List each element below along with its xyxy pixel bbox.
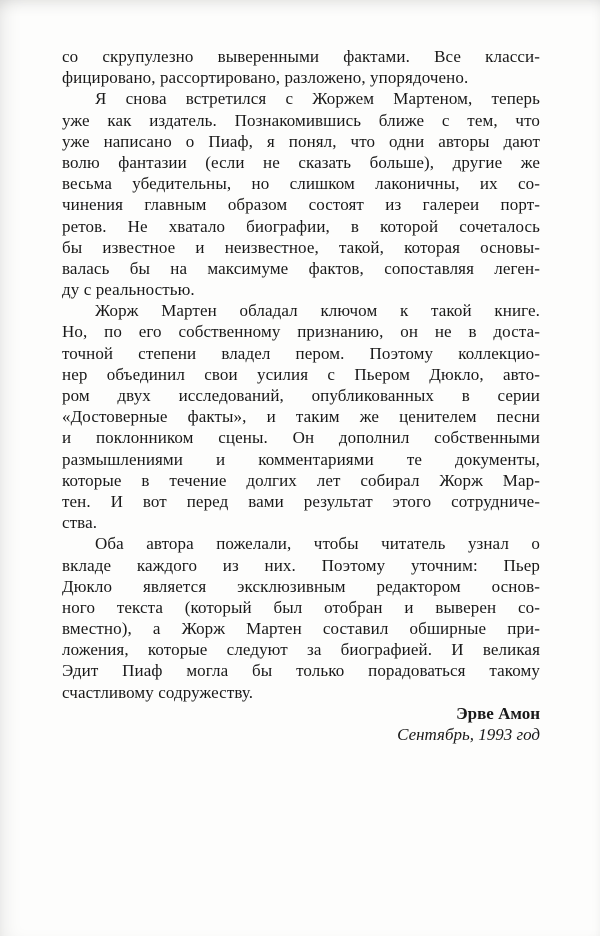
text-line: ного текста (который был отобран и выверен со- — [62, 597, 540, 617]
text-line: Но, по его собственному признанию, он не в доста- — [62, 322, 540, 342]
text-line: валась бы на максимуме фактов, сопоставляя леген- — [62, 258, 540, 278]
text-line: точной степени владел пером. Поэтому коллекцио- — [62, 343, 540, 363]
text-line: «Достоверные факты», и таким же ценителем песни — [62, 407, 540, 427]
text-line: весьма убедительны, но слишком лаконичны, их со- — [62, 174, 540, 194]
body-text — [62, 46, 540, 703]
text-line: ложения, которые следуют за биографией. И великая — [62, 640, 540, 660]
text-line: ду с реальностью. — [62, 280, 195, 300]
text-line: Эдит Пиаф могла бы только порадоваться такому — [62, 661, 540, 681]
text-line: ретов. Не хватало биографии, в которой сочеталось — [62, 216, 540, 236]
text-line: ром двух исследований, опубликованных в серии — [62, 386, 540, 405]
text-line: Я снова встретился с Жоржем Мартеном, теперь — [95, 89, 540, 109]
text-line: чинения главным образом состоят из галереи порт- — [62, 195, 540, 215]
text-line: уже как издатель. Познакомившись ближе с тем, что — [62, 110, 540, 130]
paragraph — [62, 300, 540, 533]
text-line: Дюкло является эксклюзивным редактором основ- — [62, 576, 540, 596]
text-line: уже написано о Пиаф, я понял, что одни авторы дают — [62, 131, 540, 151]
paragraph — [62, 88, 540, 300]
text-line: фицировано, рассортировано, разложено, упорядочено. — [62, 68, 469, 88]
text-line: счастливому содружеству. — [62, 682, 254, 702]
text-line: Оба автора пожелали, чтобы читатель узнал о — [95, 534, 540, 554]
paragraph — [62, 46, 540, 88]
paragraph — [62, 533, 540, 703]
signature-block — [62, 703, 540, 745]
text-line: вкладе каждого из них. Поэтому уточним: Пьер — [62, 555, 540, 575]
text-line: бы известное и неизвестное, такой, которая основы- — [62, 237, 540, 257]
text-line: Жорж Мартен обладал ключом к такой книге. — [95, 301, 540, 321]
text-line: тен. И вот перед вами результат этого сотрудниче- — [62, 491, 540, 511]
text-line: вместно), а Жорж Мартен составил обширные при- — [62, 619, 540, 639]
text-line: размышлениями и комментариями те документы, — [62, 449, 540, 469]
text-line: которые в течение долгих лет собирал Жорж Мар- — [62, 470, 540, 490]
signature-date: Сентябрь, 1993 год — [397, 725, 540, 745]
text-line: нер объединил свои усилия с Пьером Дюкло, авто- — [62, 364, 540, 384]
text-line: со скрупулезно выверенными фактами. Все класси- — [62, 47, 540, 66]
text-line: и поклонником сцены. Он дополнил собственными — [62, 428, 540, 448]
text-line: ства. — [62, 513, 98, 533]
text-line: волю фантазии (если не сказать больше), другие же — [62, 152, 540, 172]
signature-author: Эрве Амон — [456, 703, 540, 723]
